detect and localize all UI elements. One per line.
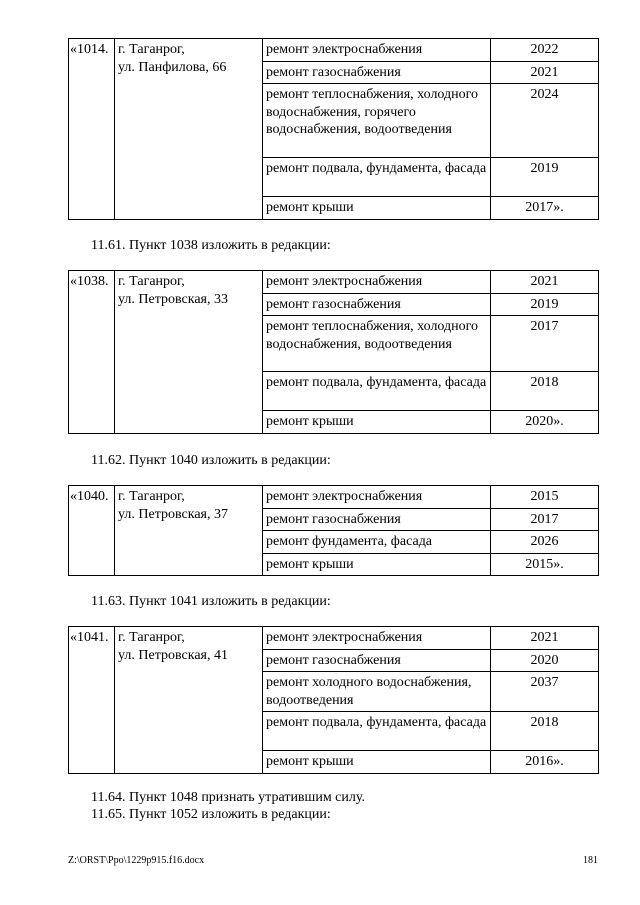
work-type: ремонт теплоснабжения, холодного водоснабжения, горячего водоснабжения, водоотведения — [263, 84, 491, 158]
work-year: 2019 — [491, 293, 599, 316]
work-year: 2024 — [491, 84, 599, 158]
address-cell — [115, 627, 263, 774]
address-cell — [115, 486, 263, 576]
repair-table-1040 — [68, 485, 599, 576]
work-type: ремонт фундамента, фасада — [263, 531, 491, 554]
work-year: 2015 — [491, 486, 599, 509]
paragraph-11-61: 11.61. Пункт 1038 изложить в редакции: — [91, 238, 331, 253]
work-type: ремонт газоснабжения — [263, 649, 491, 672]
work-type: ремонт газоснабжения — [263, 61, 491, 84]
address-city: г. Таганрог, — [118, 42, 185, 57]
work-type: ремонт подвала, фундамента, фасада — [263, 372, 491, 411]
work-type: ремонт электроснабжения — [263, 486, 491, 509]
work-year: 2037 — [491, 672, 599, 712]
work-type: ремонт теплоснабжения, холодного водоснабжения, водоотведения — [263, 316, 491, 372]
address-street: ул. Панфилова, 66 — [118, 59, 227, 75]
repair-table-1014 — [68, 38, 599, 220]
work-year: 2021 — [491, 627, 599, 650]
work-type: ремонт крыши — [263, 751, 491, 774]
address-street: ул. Петровская, 41 — [118, 647, 228, 663]
repair-table-1038 — [68, 270, 599, 434]
work-type: ремонт электроснабжения — [263, 271, 491, 294]
work-year: 2017 — [491, 316, 599, 372]
item-number: «1040. — [69, 486, 115, 576]
work-type: ремонт подвала, фундамента, фасада — [263, 158, 491, 197]
work-type: ремонт электроснабжения — [263, 627, 491, 650]
work-type: ремонт газоснабжения — [263, 293, 491, 316]
address-city: г. Таганрог, — [118, 274, 185, 289]
work-type: ремонт крыши — [263, 197, 491, 220]
address-street: ул. Петровская, 33 — [118, 291, 228, 307]
work-year: 2021 — [491, 271, 599, 294]
paragraph-11-62: 11.62. Пункт 1040 изложить в редакции: — [91, 453, 331, 468]
paragraph-11-65: 11.65. Пункт 1052 изложить в редакции: — [91, 807, 331, 822]
address-city: г. Таганрог, — [118, 630, 185, 645]
work-year: 2020». — [491, 411, 599, 434]
item-number: «1041. — [69, 627, 115, 774]
work-year: 2019 — [491, 158, 599, 197]
address-street: ул. Петровская, 37 — [118, 506, 228, 522]
work-year: 2022 — [491, 39, 599, 62]
work-type: ремонт холодного водоснабжения, водоотведения — [263, 672, 491, 712]
work-year: 2018 — [491, 712, 599, 751]
work-year: 2016». — [491, 751, 599, 774]
work-year: 2017». — [491, 197, 599, 220]
work-type: ремонт газоснабжения — [263, 508, 491, 531]
work-type: ремонт подвала, фундамента, фасада — [263, 712, 491, 751]
work-type: ремонт электроснабжения — [263, 39, 491, 62]
work-year: 2015». — [491, 553, 599, 576]
page-number: 181 — [583, 855, 598, 866]
address-cell — [115, 271, 263, 434]
paragraph-11-64: 11.64. Пункт 1048 признать утратившим силу. — [91, 790, 365, 805]
work-year: 2017 — [491, 508, 599, 531]
address-cell — [115, 39, 263, 220]
footer-file-path: Z:\ORST\Ppo\1229p915.f16.docx — [68, 855, 205, 866]
work-year: 2018 — [491, 372, 599, 411]
work-year: 2020 — [491, 649, 599, 672]
item-number: «1014. — [69, 39, 115, 220]
paragraph-11-63: 11.63. Пункт 1041 изложить в редакции: — [91, 594, 331, 609]
repair-table-1041 — [68, 626, 599, 774]
address-city: г. Таганрог, — [118, 489, 185, 504]
work-type: ремонт крыши — [263, 553, 491, 576]
work-type: ремонт крыши — [263, 411, 491, 434]
work-year: 2026 — [491, 531, 599, 554]
work-year: 2021 — [491, 61, 599, 84]
item-number: «1038. — [69, 271, 115, 434]
